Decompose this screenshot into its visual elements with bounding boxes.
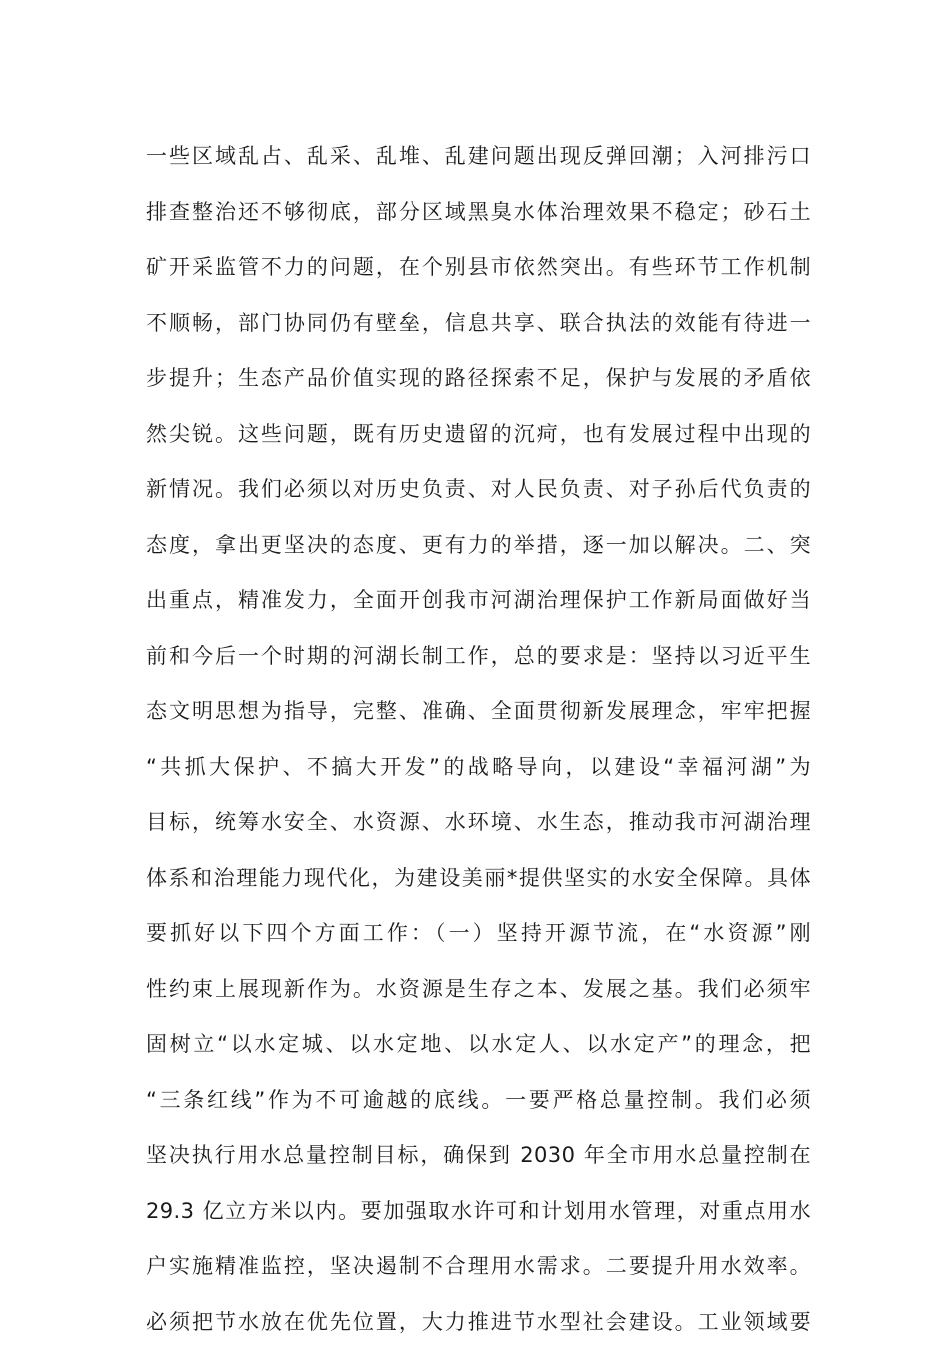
text-line-18: “三条红线”作为不可逾越的底线。一要严格总量控制。我们必须 <box>146 1087 811 1112</box>
text-line-9: 出重点，精准发力，全面开创我市河湖治理保护工作新局面做好当 <box>146 588 811 612</box>
text-line-2: 排查整治还不够彻底，部分区域黑臭水体治理效果不稳定；砂石土 <box>146 199 811 224</box>
text-line-15: 要抓好以下四个方面工作：（一）坚持开源节流，在“水资源”刚 <box>146 921 811 945</box>
text-line-12: “共抓大保护、不搞大开发”的战略导向，以建设“幸福河湖”为 <box>146 754 811 779</box>
text-line-5: 步提升；生态产品价值实现的路径探索不足，保护与发展的矛盾依 <box>146 366 811 390</box>
text-line-17: 固树立“以水定城、以水定地、以水定人、以水定产”的理念，把 <box>146 1032 811 1056</box>
text-line-1: 一些区域乱占、乱采、乱堆、乱建问题出现反弹回潮；入河排污口 <box>146 144 811 168</box>
text-line-11: 态文明思想为指导，完整、准确、全面贯彻新发展理念，牢牢把握 <box>146 699 811 723</box>
body-text <box>146 133 811 1345</box>
text-line-8: 态度，拿出更坚决的态度、更有力的举措，逐一加以解决。二、突 <box>146 532 811 557</box>
text-line-10: 前和今后一个时期的河湖长制工作，总的要求是：坚持以习近平生 <box>146 643 811 668</box>
text-line-16: 性约束上展现新作为。水资源是生存之本、发展之基。我们必须牢 <box>146 976 811 1001</box>
text-line-21: 户实施精准监控，坚决遏制不合理用水需求。二要提升用水效率。 <box>146 1254 811 1278</box>
text-line-13: 目标，统筹水安全、水资源、水环境、水生态，推动我市河湖治理 <box>146 810 811 834</box>
text-line-19: 坚决执行用水总量控制目标，确保到 2030 年全市用水总量控制在 <box>146 1143 811 1167</box>
text-line-20: 29.3 亿立方米以内。要加强取水许可和计划用水管理，对重点用水 <box>146 1198 811 1223</box>
text-line-4: 不顺畅，部门协同仍有壁垒，信息共享、联合执法的效能有待进一 <box>146 310 811 335</box>
text-line-22: 必须把节水放在优先位置，大力推进节水型社会建设。工业领域要 <box>146 1309 811 1334</box>
text-line-6: 然尖锐。这些问题，既有历史遗留的沉疴，也有发展过程中出现的 <box>146 421 811 446</box>
text-line-7: 新情况。我们必须以对历史负责、对人民负责、对子孙后代负责的 <box>146 477 811 501</box>
text-line-3: 矿开采监管不力的问题，在个别县市依然突出。有些环节工作机制 <box>146 255 811 279</box>
text-line-14: 体系和治理能力现代化，为建设美丽*提供坚实的水安全保障。具体 <box>146 865 811 890</box>
